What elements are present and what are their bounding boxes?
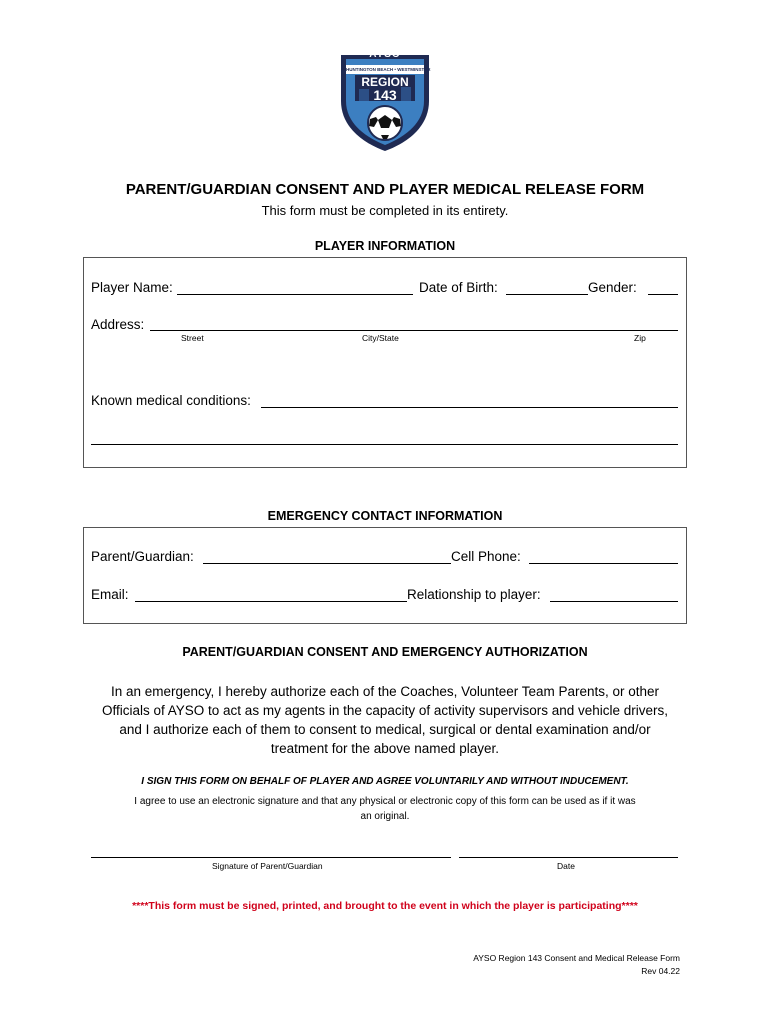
player-info-heading: PLAYER INFORMATION — [314, 239, 456, 253]
emergency-contact-heading: EMERGENCY CONTACT INFORMATION — [267, 509, 503, 523]
electronic-signature-text — [0, 794, 770, 824]
signature-caption: Signature of Parent/Guardian — [212, 861, 323, 871]
consent-line-2: Officials of AYSO to act as my agents in the capacity of activity supervisors and vehicle drivers, — [102, 703, 668, 718]
logo-cities-text: HUNTINGTON BEACH • WESTMINSTER — [346, 67, 431, 72]
footer — [473, 952, 680, 978]
parent-guardian-field[interactable] — [203, 563, 451, 564]
relationship-label: Relationship to player: — [407, 587, 541, 602]
dob-field[interactable] — [506, 294, 588, 295]
form-subtitle: This form must be completed in its entirety. — [261, 203, 509, 218]
player-name-field[interactable] — [177, 294, 413, 295]
medical-conditions-label: Known medical conditions: — [91, 393, 251, 408]
parent-guardian-label: Parent/Guardian: — [91, 549, 194, 564]
logo-org-text: AYSO — [369, 49, 401, 60]
consent-line-3: and I authorize each of them to consent to medical, surgical or dental examination and/or — [119, 722, 651, 737]
medical-conditions-field[interactable] — [261, 407, 678, 408]
medical-conditions-field-2[interactable] — [91, 444, 678, 445]
consent-paragraph — [0, 682, 770, 758]
address-label: Address: — [91, 317, 145, 332]
electronic-line-1: I agree to use an electronic signature and that any physical or electronic copy of this form can be used as if it was — [134, 796, 636, 807]
gender-field[interactable] — [648, 294, 678, 295]
consent-line-1: In an emergency, I hereby authorize each of the Coaches, Volunteer Team Parents, or other — [110, 684, 660, 699]
gender-label: Gender: — [588, 280, 637, 295]
signature-field[interactable] — [91, 857, 451, 858]
electronic-line-2: an original. — [360, 811, 410, 822]
sign-statement: I SIGN THIS FORM ON BEHALF OF PLAYER AND AGREE VOLUNTARILY AND WITHOUT INDUCEMENT. — [141, 776, 629, 787]
street-caption: Street — [181, 333, 204, 343]
city-state-caption: City/State — [362, 333, 399, 343]
form-title: PARENT/GUARDIAN CONSENT AND PLAYER MEDICAL RELEASE FORM — [125, 181, 645, 198]
footer-revision: Rev 04.22 — [641, 966, 680, 976]
consent-heading: PARENT/GUARDIAN CONSENT AND EMERGENCY AUTHORIZATION — [182, 645, 588, 659]
email-field[interactable] — [135, 601, 407, 602]
player-name-label: Player Name: — [91, 280, 173, 295]
ayso-logo — [333, 49, 437, 153]
emergency-contact-box — [83, 527, 687, 624]
date-field[interactable] — [459, 857, 678, 858]
date-caption: Date — [557, 861, 575, 871]
cell-phone-field[interactable] — [529, 563, 678, 564]
footer-title: AYSO Region 143 Consent and Medical Release Form — [473, 953, 680, 963]
print-notice: ****This form must be signed, printed, and brought to the event in which the player is participating**** — [132, 900, 638, 912]
logo-region-word: REGION — [361, 75, 409, 89]
street-field[interactable] — [150, 330, 430, 331]
logo-region-number: 143 — [373, 87, 397, 103]
relationship-field[interactable] — [550, 601, 678, 602]
zip-field[interactable] — [430, 330, 678, 331]
consent-line-4: treatment for the above named player. — [270, 741, 500, 756]
cell-phone-label: Cell Phone: — [451, 549, 521, 564]
email-label: Email: — [91, 587, 129, 602]
dob-label: Date of Birth: — [419, 280, 498, 295]
zip-caption: Zip — [634, 333, 646, 343]
